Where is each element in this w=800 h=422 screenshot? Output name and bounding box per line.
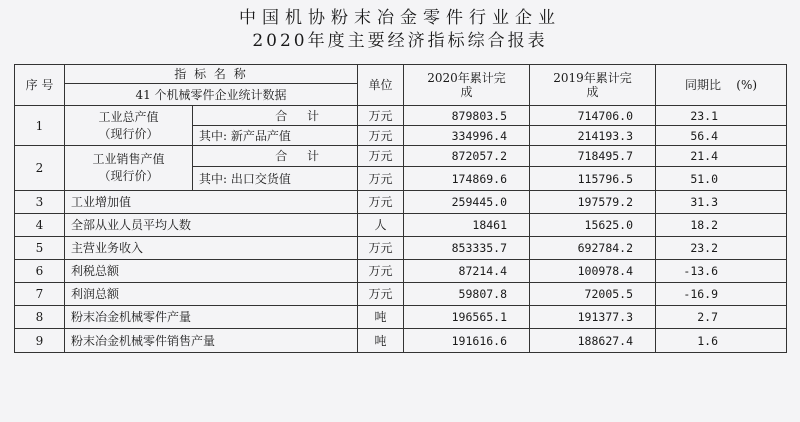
row-name: 粉末冶金机械零件产量: [65, 306, 358, 329]
row-unit: 万元: [358, 106, 404, 126]
row-value-2020: 879803.5: [404, 106, 530, 126]
row-unit: 万元: [358, 191, 404, 214]
row-name: 粉末冶金机械零件销售产量: [65, 329, 358, 353]
row-subtotal-label: 合 计: [193, 106, 358, 126]
header-indicator-name: 指 标 名 称: [65, 65, 358, 84]
row-seq: 1: [15, 106, 65, 146]
row-sub-name: 其中: 出口交货值: [193, 167, 358, 191]
row-seq: 5: [15, 237, 65, 260]
header-indicator-sub: 41 个机械零件企业统计数据: [65, 84, 358, 106]
row-value-2019: 191377.3: [530, 306, 656, 329]
row-seq: 2: [15, 146, 65, 191]
row-yoy: -13.6: [656, 260, 787, 283]
row-yoy: 31.3: [656, 191, 787, 214]
row-sub-yoy: 56.4: [656, 126, 787, 146]
row-yoy: 1.6: [656, 329, 787, 353]
row-value-2019: 100978.4: [530, 260, 656, 283]
row-unit: 吨: [358, 306, 404, 329]
header-yoy: 同期比 (%): [656, 65, 787, 106]
row-seq: 7: [15, 283, 65, 306]
row-name: 工业销售产值 （现行价）: [65, 146, 193, 191]
indicator-table: [14, 64, 787, 353]
row-value-2019: 188627.4: [530, 329, 656, 353]
row-yoy: -16.9: [656, 283, 787, 306]
row-sub-unit: 万元: [358, 167, 404, 191]
row-value-2019: 714706.0: [530, 106, 656, 126]
row-name: 主营业务收入: [65, 237, 358, 260]
row-value-2019: 197579.2: [530, 191, 656, 214]
row-seq: 9: [15, 329, 65, 353]
row-unit: 吨: [358, 329, 404, 353]
row-seq: 8: [15, 306, 65, 329]
header-unit: 单位: [358, 65, 404, 106]
row-value-2020: 18461: [404, 214, 530, 237]
row-value-2020: 87214.4: [404, 260, 530, 283]
row-unit: 万元: [358, 237, 404, 260]
row-value-2020: 259445.0: [404, 191, 530, 214]
row-name: 工业增加值: [65, 191, 358, 214]
row-sub-name: 其中: 新产品产值: [193, 126, 358, 146]
row-yoy: 18.2: [656, 214, 787, 237]
row-value-2019: 692784.2: [530, 237, 656, 260]
row-subtotal-label: 合 计: [193, 146, 358, 167]
row-value-2020: 872057.2: [404, 146, 530, 167]
row-value-2020: 59807.8: [404, 283, 530, 306]
row-sub-value-2020: 334996.4: [404, 126, 530, 146]
row-name: 利税总额: [65, 260, 358, 283]
header-2019: 2019年累计完成: [530, 65, 656, 106]
row-sub-unit: 万元: [358, 126, 404, 146]
row-sub-yoy: 51.0: [656, 167, 787, 191]
report-title: 中国机协粉末冶金零件行业企业: [239, 8, 561, 28]
row-value-2019: 718495.7: [530, 146, 656, 167]
row-sub-value-2020: 174869.6: [404, 167, 530, 191]
row-value-2020: 191616.6: [404, 329, 530, 353]
row-value-2020: 196565.1: [404, 306, 530, 329]
row-yoy: 23.1: [656, 106, 787, 126]
row-sub-value-2019: 115796.5: [530, 167, 656, 191]
row-value-2020: 853335.7: [404, 237, 530, 260]
row-seq: 4: [15, 214, 65, 237]
row-yoy: 23.2: [656, 237, 787, 260]
row-unit: 万元: [358, 146, 404, 167]
row-name: 工业总产值 （现行价）: [65, 106, 193, 146]
row-sub-value-2019: 214193.3: [530, 126, 656, 146]
row-unit: 万元: [358, 283, 404, 306]
row-yoy: 21.4: [656, 146, 787, 167]
row-yoy: 2.7: [656, 306, 787, 329]
row-name: 全部从业人员平均人数: [65, 214, 358, 237]
header-2020: 2020年累计完成: [404, 65, 530, 106]
row-name: 利润总额: [65, 283, 358, 306]
row-unit: 万元: [358, 260, 404, 283]
row-seq: 6: [15, 260, 65, 283]
row-seq: 3: [15, 191, 65, 214]
report-subtitle: 2020年度主要经济指标综合报表: [252, 31, 548, 51]
row-value-2019: 15625.0: [530, 214, 656, 237]
header-seq: 序 号: [15, 65, 65, 106]
row-unit: 人: [358, 214, 404, 237]
row-value-2019: 72005.5: [530, 283, 656, 306]
